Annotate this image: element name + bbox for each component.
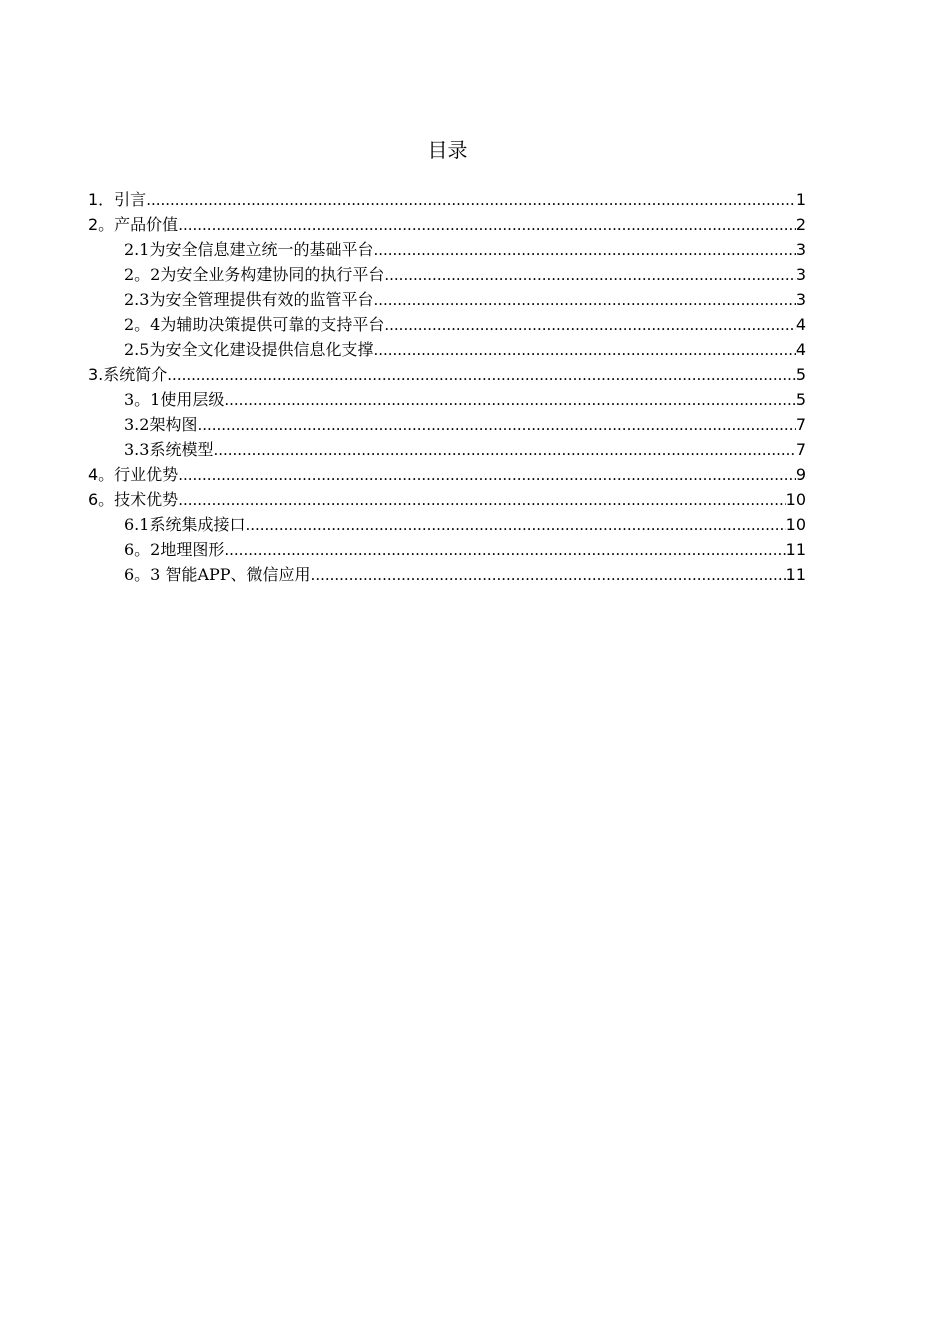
- toc-dot-leader: [384, 263, 795, 287]
- toc-entry-2-3[interactable]: [88, 287, 806, 312]
- toc-entry-label: 2。2为安全业务构建协同的执行平台: [124, 265, 385, 284]
- toc-entry-3-3[interactable]: [88, 437, 806, 462]
- toc-page-number: 5: [795, 365, 806, 384]
- toc-entry-label: 3.2架构图: [124, 415, 198, 434]
- toc-page-number: 3: [795, 240, 806, 259]
- toc-dot-leader: [213, 438, 795, 462]
- toc-dot-leader: [311, 563, 786, 587]
- toc-entry-label: 2.1为安全信息建立统一的基础平台: [124, 240, 374, 259]
- toc-entry-label: 3。1使用层级: [124, 390, 225, 409]
- toc-entry-system-overview[interactable]: [88, 362, 806, 387]
- toc-entry-introduction[interactable]: [88, 187, 806, 212]
- toc-page-number: 10: [785, 515, 806, 534]
- toc-title: 目录: [427, 138, 468, 162]
- toc-dot-leader: [197, 413, 795, 437]
- toc-entry-label: 2。产品价值: [88, 215, 179, 234]
- toc-dot-leader: [178, 463, 796, 487]
- toc-entry-label: 1．引言: [88, 190, 147, 209]
- toc-dot-leader: [373, 238, 795, 262]
- toc-entry-label: 3.系统简介: [88, 365, 168, 384]
- toc-entry-industry-advantages[interactable]: [88, 462, 806, 487]
- toc-dot-leader: [245, 513, 785, 537]
- toc-dot-leader: [373, 338, 795, 362]
- toc-entry-label: 6.1系统集成接口: [124, 515, 246, 534]
- toc-entry-label: 6。2地理图形: [124, 540, 225, 559]
- toc-entry-label: 6。3 智能APP、微信应用: [124, 565, 311, 584]
- toc-dot-leader: [224, 538, 785, 562]
- toc-page-number: 9: [795, 465, 806, 484]
- toc-entry-6-3[interactable]: [88, 562, 806, 587]
- toc-entry-label: 4。行业优势: [88, 465, 179, 484]
- toc-entry-6-2[interactable]: [88, 537, 806, 562]
- toc-page-number: 7: [795, 440, 806, 459]
- toc-page-number: 10: [785, 490, 806, 509]
- toc-entry-2-2[interactable]: [88, 262, 806, 287]
- toc-entry-2-4[interactable]: [88, 312, 806, 337]
- toc-page-number: 5: [795, 390, 806, 409]
- toc-dot-leader: [178, 488, 785, 512]
- toc-entry-2-5[interactable]: [88, 337, 806, 362]
- toc-page-number: 3: [795, 265, 806, 284]
- toc-entry-2-1[interactable]: [88, 237, 806, 262]
- toc-page-number: 1: [795, 190, 806, 209]
- toc-dot-leader: [373, 288, 795, 312]
- toc-page-number: 4: [795, 340, 806, 359]
- toc-entry-label: 2.5为安全文化建设提供信息化支撑: [124, 340, 374, 359]
- toc-entry-label: 2.3为安全管理提供有效的监管平台: [124, 290, 374, 309]
- toc-entry-label: 3.3系统模型: [124, 440, 214, 459]
- toc-dot-leader: [146, 188, 796, 212]
- toc-page-number: 11: [785, 565, 806, 584]
- toc-page-number: 7: [795, 415, 806, 434]
- toc-entry-technical-advantages[interactable]: [88, 487, 806, 512]
- toc-entry-product-value[interactable]: [88, 212, 806, 237]
- toc-dot-leader: [384, 313, 795, 337]
- toc-dot-leader: [167, 363, 796, 387]
- toc-entry-6-1[interactable]: [88, 512, 806, 537]
- table-of-contents: [88, 187, 806, 587]
- toc-entry-3-2[interactable]: [88, 412, 806, 437]
- toc-page-number: 11: [785, 540, 806, 559]
- toc-entry-label: 2。4为辅助决策提供可靠的支持平台: [124, 315, 385, 334]
- toc-entry-3-1[interactable]: [88, 387, 806, 412]
- toc-dot-leader: [224, 388, 795, 412]
- toc-page-number: 2: [795, 215, 806, 234]
- toc-dot-leader: [178, 213, 796, 237]
- toc-page-number: 3: [795, 290, 806, 309]
- toc-page-number: 4: [795, 315, 806, 334]
- toc-entry-label: 6。技术优势: [88, 490, 179, 509]
